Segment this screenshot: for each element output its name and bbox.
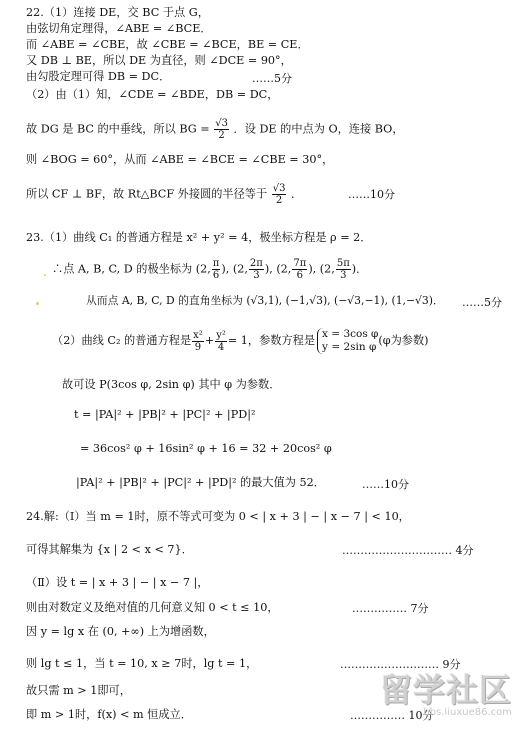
angle-2-fraction [249,258,264,281]
p22-line-4: 又 DB ⊥ BE，所以 DE 为直径，则 ∠DCE = 90°， [26,54,292,67]
p22-score-5: ……5分 [252,72,292,85]
p22-line-9 [26,183,302,206]
angle-2-numerator: 2π [249,258,263,269]
p24-score-9: ……………………… 9分 [340,658,461,671]
p23-line-6: t = |PA|² + |PB|² + |PC|² + |PD|² [74,408,256,421]
angle-4-fraction [336,258,351,281]
parametric-y: y = 2sin φ [322,341,377,353]
site-watermark [362,673,512,729]
watermark-url: bbs.liuxue86.com [423,707,512,718]
p22-line-5: 由勾股定理可得 DB = DC． [26,70,171,83]
scan-speck [36,302,39,305]
p22-line-7-text-a: 故 DG 是 BC 的中垂线，所以 BG = [26,122,210,136]
angle-1-fraction [212,258,221,281]
parametric-system [317,328,378,354]
angle-2-denominator: 3 [253,270,260,281]
p23-line-8: |PA|² + |PB|² + |PC|² + |PD|² 的最大值为 52． [76,476,325,489]
p22-line-1: 22.（1）连接 DE，交 BC 于点 G， [26,6,209,19]
y-squared-fraction [215,330,227,353]
watermark-title: 留学社区 [379,671,512,709]
p24-line-3: （Ⅱ）设 t = | x + 3 | − | x − 7 |， [26,576,209,589]
bg-denominator: 2 [218,130,225,141]
p22-line-3: 而 ∠ABE = ∠CBE，故 ∠CBE = ∠BCE，BE = CE． [26,38,309,51]
p23-line-7: = 36cos² φ + 16sin² φ + 16 = 32 + 20cos² φ [80,442,332,455]
p22-line-7 [26,118,404,141]
p23-line-4-plus: + [204,334,215,347]
p23-line-4-text-c: = 1，参数方程是 [227,334,316,347]
p24-line-1: 24.解:（Ⅰ）当 m = 1时，原不等式可变为 0 < | x + 3 | − | x − 7 | < 10， [26,510,410,523]
x-squared-fraction [192,330,204,353]
p23-line-2 [52,258,367,281]
p23-score-5: ……5分 [462,296,502,309]
p23-line-2-text-b: ), (2, [221,262,248,276]
p23-line-2-text-e: )． [351,262,368,276]
bg-numerator: √3 [215,118,228,129]
p22-line-9-text-a: 所以 CF ⊥ BF，故 Rt△BCF 外接圆的半径等于 [26,187,268,201]
p23-score-10: ……10分 [362,478,409,491]
p24-line-7: 故只需 m > 1即可， [26,684,131,697]
p23-line-5: 故可设 P(3cos φ, 2sin φ) 其中 φ 为参数． [62,378,281,391]
p24-score-7: …………… 7分 [352,602,429,615]
p24-line-6: 则 lg t ≤ 1，当 t = 10, x ≥ 7时，lg t = 1， [26,657,258,670]
angle-3-numerator: 7π [293,258,307,269]
p24-score-10: …………… 10分 [350,709,434,722]
angle-3-fraction [292,258,307,281]
p22-line-2: 由弦切角定理得，∠ABE = ∠BCE． [26,22,212,35]
y-squared-denominator: 4 [217,341,225,353]
x-squared-denominator: 9 [194,341,202,353]
angle-3-denominator: 6 [296,270,304,281]
p22-line-9-text-b: ． [291,187,303,201]
angle-1-numerator: π [212,258,220,269]
radius-numerator: √3 [272,183,286,194]
x-squared-numerator: x² [193,329,203,341]
p23-line-1: 23.（1）曲线 C₁ 的普通方程是 x² + y² = 4，极坐标方程是 ρ = 2． [26,231,372,244]
bg-fraction [214,118,229,141]
p24-score-4: ………………………… 4分 [342,544,474,557]
p24-line-8: 即 m > 1时，f(x) < m 恒成立． [26,708,192,721]
p24-line-4: 则由对数定义及绝对值的几何意义知 0 < t ≤ 10， [26,601,279,614]
p23-line-4 [52,328,429,354]
p22-line-7-text-b: ．设 DE 的中点为 O，连接 BO， [233,122,404,136]
parametric-x: x = 3cos φ [322,328,379,340]
p22-line-8: 则 ∠BOG = 60°，从而 ∠ABE = ∠BCE = ∠CBE = 30°， [26,153,334,166]
p23-line-4-text-d: (φ为参数) [378,334,429,347]
p22-score-10: ……10分 [348,188,395,201]
radius-denominator: 2 [275,195,283,206]
p23-line-3: 从而点 A, B, C, D 的直角坐标为 (√3,1), (−1,√3), (−√3,−1), (1,−√3)． [86,294,444,307]
angle-1-denominator: 6 [212,270,220,281]
scan-speck [44,274,46,276]
angle-4-denominator: 3 [340,270,347,281]
p23-line-2-text-a: ∴点 A, B, C, D 的极坐标为 (2, [52,262,211,276]
radius-fraction [272,183,287,206]
p23-line-2-text-c: ), (2, [264,262,292,276]
p24-line-5: 因 y = lg x 在 (0, +∞) 上为增函数， [26,625,215,638]
angle-4-numerator: 5π [336,258,350,269]
p23-line-4-text-a: （2）曲线 C₂ 的普通方程是 [52,334,192,347]
y-squared-numerator: y² [216,329,226,341]
p24-line-2: 可得其解集为 {x | 2 < x < 7}． [26,543,193,556]
p22-line-6: （2）由（1）知，∠CDE = ∠BDE，DB = DC， [26,88,279,101]
p23-line-2-text-d: ), (2, [308,262,335,276]
